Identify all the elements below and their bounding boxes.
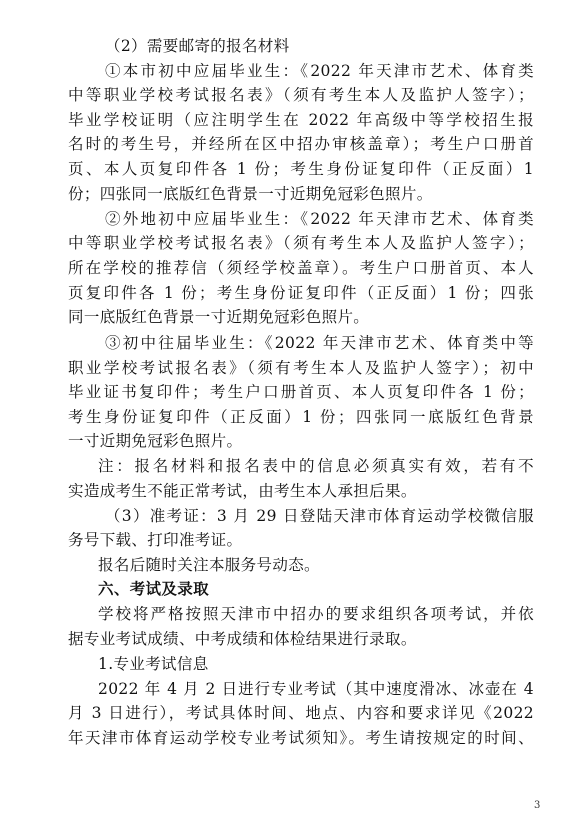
note-line: 实造成考生不能正常考试，由考生本人承担后果。 — [68, 482, 417, 500]
paragraph-line: ②外地初中应届毕业生：《2022 年天津市艺术、体育类 — [105, 210, 534, 228]
paragraph-line: 页复印件各 1 份；考生身份证复印件（正反面）1 份；四张 — [68, 284, 534, 302]
paragraph-line: 毕业证书复印件；考生户口册首页、本人页复印件各 1 份； — [68, 383, 534, 401]
paragraph-line: 务号下载、打印准考证。 — [68, 531, 243, 549]
paragraph-line: 毕业学校证明（应注明学生在 2022 年高级中等学校招生报 — [68, 111, 534, 129]
paragraph-heading: （2）需要邮寄的报名材料 — [105, 37, 290, 55]
paragraph-line: 所在学校的推荐信（须经学校盖章）。考生户口册首页、本人 — [68, 259, 534, 277]
paragraph-line: ③初中往届毕业生：《2022 年天津市艺术、体育类中等 — [105, 334, 534, 352]
paragraph-line: 2022 年 4 月 2 日进行专业考试（其中速度滑冰、冰壶在 4 — [98, 680, 534, 698]
paragraph-line: 考生身份证复印件（正反面）1 份；四张同一底版红色背景 — [68, 408, 534, 426]
paragraph-line: 名时的考生号，并经所在区中招办审核盖章）；考生户口册首 — [68, 135, 534, 153]
paragraph-line: 中等职业学校考试报名表》（须有考生本人及监护人签字）； — [68, 234, 534, 252]
paragraph-line: 学校将严格按照天津市中招办的要求组织各项考试，并依 — [98, 605, 534, 623]
paragraph-line: 月 3 日进行），考试具体时间、地点、内容和要求详见《2022 — [68, 704, 534, 722]
paragraph-line: 页、本人页复印件各 1 份；考生身份证复印件（正反面）1 — [68, 160, 534, 178]
paragraph-line: （3）准考证：3 月 29 日登陆天津市体育运动学校微信服 — [105, 507, 534, 525]
paragraph-line: 职业学校考试报名表》（须有考生本人及监护人签字）；初中 — [68, 359, 534, 377]
subsection-heading: 1.专业考试信息 — [98, 655, 209, 673]
note-line: 注：报名材料和报名表中的信息必须真实有效，若有不 — [98, 457, 534, 475]
paragraph-line: 报名后随时关注本服务号动态。 — [98, 556, 320, 574]
paragraph-line: 据专业考试成绩、中考成绩和体检结果进行录取。 — [68, 630, 417, 648]
paragraph-line: 同一底版红色背景一寸近期免冠彩色照片。 — [68, 308, 370, 326]
paragraph-line: 年天津市体育运动学校专业考试须知》。考生请按规定的时间、 — [68, 729, 534, 747]
paragraph-line: 份；四张同一底版红色背景一寸近期免冠彩色照片。 — [68, 185, 433, 203]
paragraph-line: 中等职业学校考试报名表》（须有考生本人及监护人签字）； — [68, 86, 534, 104]
paragraph-line: 一寸近期免冠彩色照片。 — [68, 432, 243, 450]
paragraph-line: ①本市初中应届毕业生：《2022 年天津市艺术、体育类 — [105, 62, 534, 80]
section-heading: 六、考试及录取 — [98, 579, 209, 598]
page-number: 3 — [534, 800, 541, 811]
